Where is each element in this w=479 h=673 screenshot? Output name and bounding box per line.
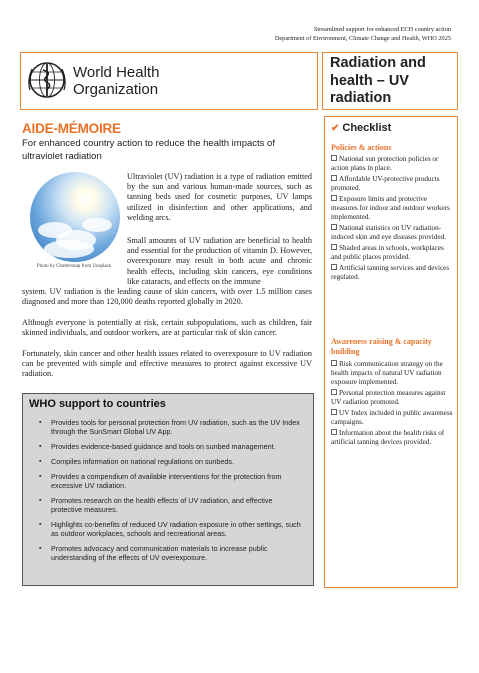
paragraph-uv-definition: Ultraviolet (UV) radiation is a type of radiation emitted by the sun and various human-made sources, such as tanning beds used for cosmetic purposes, UV lamps utilized in disinfection and other applications, and welding arcs.	[127, 172, 312, 222]
list-item: ▪ Promotes research on the health effects of UV radiation, and effective protective measures.	[39, 496, 305, 514]
checklist-item	[331, 175, 455, 193]
checklist-item	[331, 360, 455, 387]
checklist-item	[331, 155, 455, 173]
checklist-item	[331, 429, 455, 447]
checklist-item-label: Exposure limits and protective measures for indoor and outdoor workers implemented.	[331, 195, 450, 221]
logo-box	[20, 52, 318, 110]
section-awareness-title: Awareness raising & capacity building	[331, 337, 432, 356]
list-item: ▪ Compiles information on national regulations on sunbeds.	[39, 457, 305, 466]
checklist-item	[331, 224, 455, 242]
checkbox-icon	[331, 175, 337, 181]
subtitle: For enhanced country action to reduce the health impacts of ultraviolet radiation	[22, 138, 275, 162]
checkbox-icon	[331, 409, 337, 415]
paragraph-health-effects-2: system. UV radiation is the leading cause of skin cancers, with over 1.5 million cases diagnosed and more than 120,000 deaths reported globally in 2020.	[22, 287, 312, 307]
checklist-item	[331, 195, 455, 222]
checklist-item-label: Shaded areas in schools, workplaces and public places provided.	[331, 244, 444, 261]
photo-credit: Photo by Chuttersnap from Unsplash	[36, 264, 112, 269]
checklist-item-label: Information about the health risks of artificial tanning devices provided.	[331, 429, 445, 446]
checklist-heading	[331, 122, 391, 134]
who-support-list	[39, 418, 305, 568]
paragraph-health-effects-1: Small amounts of UV radiation are beneficial to health and essential for the production of vitamin D. However, overexposure may result in both acute and chronic health effects, including skin cancers, eye conditions like cataracts, and effects on the immune	[127, 236, 312, 286]
who-emblem-icon	[27, 60, 67, 100]
list-item: ▪ Provides evidence-based guidance and tools on sunbed management.	[39, 442, 305, 451]
title-line-3: radiation	[330, 90, 392, 106]
checklist-item	[331, 264, 455, 282]
checklist-item-label: UV Index included in public awareness campaigns.	[331, 409, 453, 426]
list-item: ▪ Highlights co-benefits of reduced UV radiation exposure in other settings, such as outdoor workplaces, schools and recreational areas.	[39, 520, 305, 538]
checklist-item-label: Artificial tanning services and devices regulated.	[331, 264, 450, 281]
checklist-item-label: National sun protection policies or action plans in place.	[331, 155, 439, 172]
checklist-item-label: Personal protection measures against UV radiation promoted.	[331, 389, 446, 406]
checkbox-icon	[331, 155, 337, 161]
section-policies-title: Policies & actions	[331, 143, 392, 152]
checklist-item	[331, 244, 455, 262]
list-item: ▪ Provides a compendium of available interventions for the protection from excessive UV radiation.	[39, 472, 305, 490]
who-support-heading: WHO support to countries	[29, 398, 166, 410]
checkbox-icon	[331, 195, 337, 201]
list-item: ▪ Promotes advocacy and communication materials to increase public understanding of the effects of UV overexposure.	[39, 544, 305, 562]
aide-memoire-heading: AIDE-MÉMOIRE	[22, 121, 121, 136]
checkbox-icon	[331, 224, 337, 230]
checklist-item-label: Risk communication strategy on the health impacts of natural UV radiation exposure implemented.	[331, 360, 443, 386]
checkbox-icon	[331, 264, 337, 270]
awareness-checklist	[331, 360, 455, 449]
checkmark-icon: ✔	[331, 123, 340, 134]
header-note	[275, 26, 451, 43]
policies-checklist	[331, 155, 455, 284]
header-line-1: Streamlined support for enhanced ECH country action	[313, 26, 451, 33]
logo-wordmark	[73, 64, 159, 98]
checkbox-icon	[331, 429, 337, 435]
checklist-item	[331, 389, 455, 407]
paragraph-risk-groups: Although everyone is potentially at risk, certain subpopulations, such as children, fair skinned individuals, and outdoor workers, are at particular risk of skin cancer.	[22, 318, 312, 338]
who-support-box	[22, 393, 314, 586]
logo-line-2: Organization	[73, 81, 159, 98]
list-item: ▪ Provides tools for personal protection from UV radiation, such as the UV Index through the SunSmart Global UV App.	[39, 418, 305, 436]
title-line-1: Radiation and	[330, 55, 426, 71]
checklist-item	[331, 409, 455, 427]
checkbox-icon	[331, 244, 337, 250]
logo-line-1: World Health	[73, 64, 160, 81]
checklist-item-label: Affordable UV-protective products promoted.	[331, 175, 440, 192]
checklist-item-label: National statistics on UV radiation-induced skin and eye diseases provided.	[331, 224, 446, 241]
checklist-panel	[324, 116, 458, 588]
title-box	[322, 52, 458, 110]
title-line-2: health – UV	[330, 72, 409, 89]
checkbox-icon	[331, 360, 337, 366]
checklist-title: Checklist	[342, 122, 392, 134]
sky-photo	[30, 172, 120, 262]
paragraph-prevention: Fortunately, skin cancer and other health issues related to overexposure to UV radiation can be prevented with simple and effective measures to protect against excessive UV radiation.	[22, 349, 312, 379]
checkbox-icon	[331, 389, 337, 395]
header-line-2: Department of Environment, Climate Change and Health, WHO 2025	[274, 34, 451, 42]
